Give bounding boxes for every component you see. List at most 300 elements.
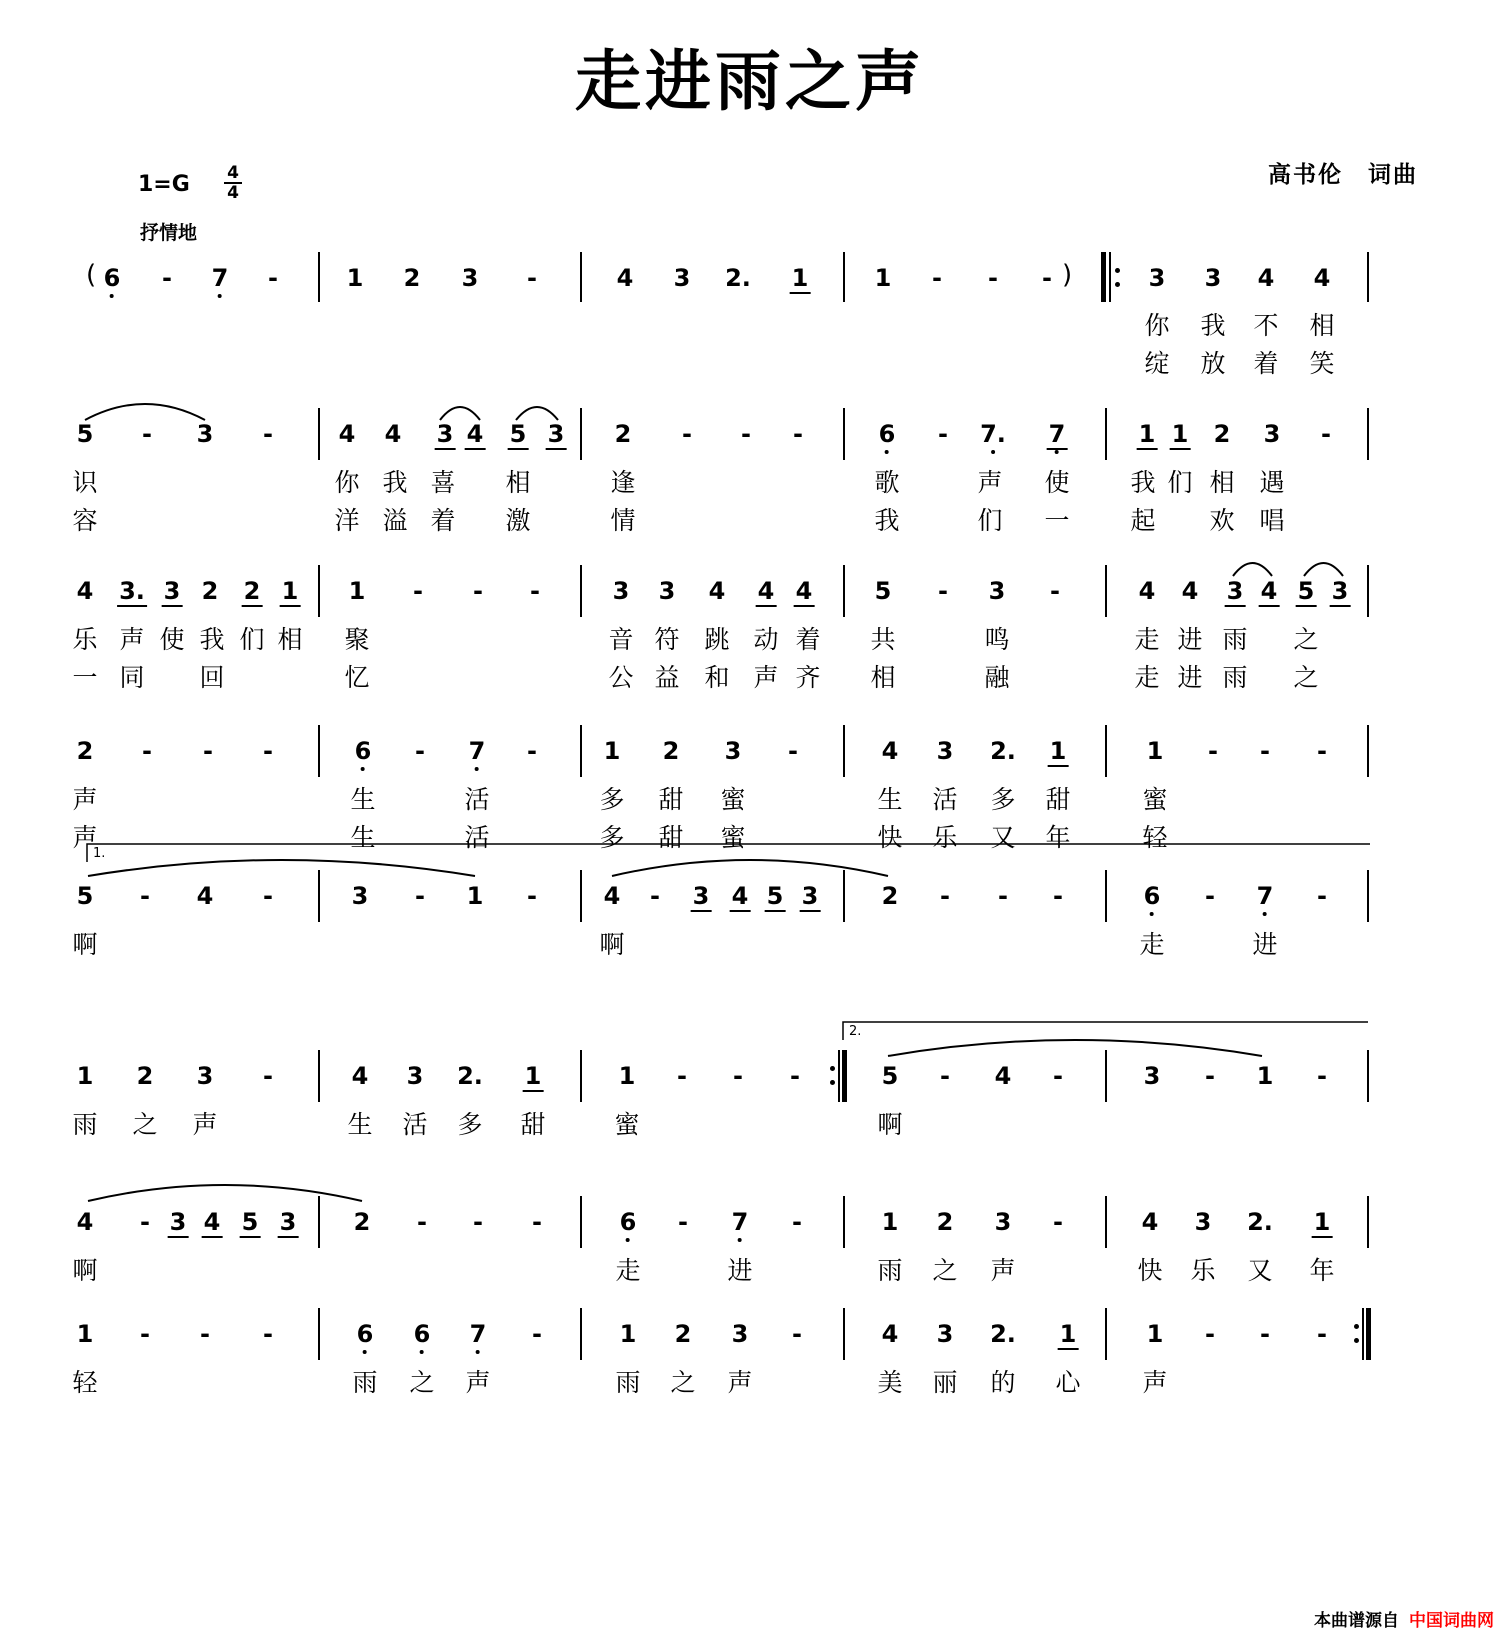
volta-label: 1. xyxy=(93,846,106,861)
lyric-verse-1: 遇 xyxy=(1259,468,1285,497)
slur xyxy=(88,860,475,876)
rest-dash: - xyxy=(1321,420,1331,448)
note-digit: 2. xyxy=(1247,1208,1273,1236)
lyric-verse-1: 生 xyxy=(347,1110,373,1139)
rest-dash: - xyxy=(1053,1208,1063,1236)
octave-dot-low xyxy=(885,450,889,454)
bar-line xyxy=(843,1196,845,1248)
eighth-underline xyxy=(278,1236,299,1238)
lyric-verse-1: 相 xyxy=(505,468,531,497)
lyric-verse-1: 相 xyxy=(277,625,303,654)
lyric-verse-1: 蜜 xyxy=(1142,785,1168,814)
rest-dash: - xyxy=(650,882,660,910)
eighth-underline xyxy=(465,448,486,450)
note-digit: 3 xyxy=(1204,264,1222,292)
rest-dash: - xyxy=(268,264,278,292)
lyric-verse-2: 一 xyxy=(1044,506,1070,535)
lyric-verse-1: 音 xyxy=(608,625,634,654)
note-digit: 3 xyxy=(1331,577,1349,605)
rest-dash: - xyxy=(142,420,152,448)
rest-dash: - xyxy=(263,737,273,765)
lyric-verse-1: 声 xyxy=(119,625,145,654)
lyric-verse-1: 活 xyxy=(932,785,958,814)
rest-dash: - xyxy=(527,264,537,292)
note-digit: 1 xyxy=(281,577,299,605)
note-digit: 1 xyxy=(1171,420,1189,448)
rest-dash: - xyxy=(792,1320,802,1348)
rest-dash: - xyxy=(532,1320,542,1348)
note-digit: 5 xyxy=(76,420,94,448)
bar-line xyxy=(318,408,320,460)
note-digit: 3 xyxy=(436,420,454,448)
note-digit: 1 xyxy=(881,1208,899,1236)
note-digit: 2. xyxy=(725,264,751,292)
bar-line xyxy=(1105,565,1107,617)
eighth-underline xyxy=(546,448,567,450)
note-digit: 3 xyxy=(936,1320,954,1348)
note-digit: 6 xyxy=(414,1320,431,1348)
lyric-verse-1: 走 xyxy=(1134,625,1160,654)
note-digit: 7 xyxy=(469,737,486,765)
note-digit: 2. xyxy=(457,1062,483,1090)
repeat-dot xyxy=(1354,1324,1359,1329)
lyric-verse-1: 之 xyxy=(932,1256,958,1285)
note-digit: 3 xyxy=(658,577,676,605)
note-digit: 2 xyxy=(136,1062,154,1090)
eighth-underline xyxy=(1137,448,1158,450)
lyric-verse-1: 蜜 xyxy=(720,785,746,814)
note-digit: 6 xyxy=(104,264,121,292)
note-digit: 6 xyxy=(1144,882,1161,910)
lyric-verse-1: 的 xyxy=(990,1368,1016,1397)
lyric-verse-2: 容 xyxy=(72,506,98,535)
lyric-verse-1: 啊 xyxy=(877,1110,903,1139)
repeat-dot xyxy=(1115,268,1120,273)
note-digit: 1 xyxy=(1146,737,1164,765)
bar-line xyxy=(1367,1050,1369,1102)
bar-line xyxy=(1367,565,1369,617)
note-digit: 1 xyxy=(874,264,892,292)
note-digit: 7 xyxy=(732,1208,749,1236)
note-digit: 4 xyxy=(616,264,634,292)
note-digit: 1 xyxy=(603,737,621,765)
rest-dash: - xyxy=(263,1062,273,1090)
note-digit: 4 xyxy=(384,420,402,448)
bar-line xyxy=(318,1050,320,1102)
lyric-verse-1: 啊 xyxy=(599,930,625,959)
lyric-verse-2: 回 xyxy=(199,663,225,692)
slur xyxy=(516,407,558,420)
note-digit: 5 xyxy=(881,1062,899,1090)
eighth-underline xyxy=(508,448,529,450)
bar-line xyxy=(580,252,582,302)
lyric-verse-1: 之 xyxy=(670,1368,696,1397)
lyric-verse-1: 甜 xyxy=(1045,785,1071,814)
note-digit: 4 xyxy=(1260,577,1278,605)
note-digit: 3 xyxy=(988,577,1006,605)
credit-site-name[interactable]: 中国词曲网 xyxy=(1409,1611,1494,1631)
lyric-verse-2: 生 xyxy=(350,823,376,852)
note-digit: 3 xyxy=(692,882,710,910)
repeat-dot xyxy=(830,1066,835,1071)
octave-dot-low xyxy=(991,450,995,454)
lyric-verse-1: 甜 xyxy=(658,785,684,814)
lyric-verse-1: 活 xyxy=(464,785,490,814)
lyric-verse-1: 我 xyxy=(1130,468,1156,497)
bar-line xyxy=(580,1308,582,1360)
lyric-verse-2: 之 xyxy=(1293,663,1319,692)
lyric-verse-2: 溢 xyxy=(382,506,408,535)
bar-line xyxy=(318,252,320,302)
note-digit: 6 xyxy=(355,737,372,765)
rest-dash: - xyxy=(938,577,948,605)
lyric-verse-2: 公 xyxy=(608,663,634,692)
lyric-verse-1: 多 xyxy=(990,785,1016,814)
slur xyxy=(85,404,205,420)
time-signature-bottom: 4 xyxy=(224,182,242,202)
note-digit: 4 xyxy=(76,1208,94,1236)
lyric-verse-1: 生 xyxy=(350,785,376,814)
note-digit: 3 xyxy=(279,1208,297,1236)
lyric-verse-1: 乐 xyxy=(1190,1256,1216,1285)
rest-dash: - xyxy=(988,264,998,292)
lyric-verse-1: 声 xyxy=(72,785,98,814)
rest-dash: - xyxy=(1205,882,1215,910)
note-digit: 1 xyxy=(1146,1320,1164,1348)
note-digit: 3 xyxy=(547,420,565,448)
rest-dash: - xyxy=(1050,577,1060,605)
note-digit: 4 xyxy=(994,1062,1012,1090)
note-digit: 2 xyxy=(243,577,261,605)
lyric-verse-1: 甜 xyxy=(520,1110,546,1139)
lyric-verse-2: 忆 xyxy=(344,663,370,692)
note-digit: 1 xyxy=(791,264,809,292)
lyric-verse-2: 唱 xyxy=(1259,506,1285,535)
note-digit: 4 xyxy=(1257,264,1275,292)
lyric-verse-1: 鸣 xyxy=(984,625,1010,654)
note-digit: 7 xyxy=(1049,420,1066,448)
octave-dot-low xyxy=(361,767,365,771)
eighth-underline xyxy=(162,605,183,607)
note-digit: 4 xyxy=(466,420,484,448)
bar-line xyxy=(318,725,320,777)
lyric-verse-1: 生 xyxy=(877,785,903,814)
note-digit: 2 xyxy=(674,1320,692,1348)
note-digit: 3 xyxy=(1143,1062,1161,1090)
note-digit: 2 xyxy=(76,737,94,765)
octave-dot-low xyxy=(1055,450,1059,454)
volta-bracket xyxy=(843,1022,1368,1040)
lyric-verse-2: 放 xyxy=(1200,349,1226,378)
bar-line xyxy=(843,1308,845,1360)
lyric-verse-2: 年 xyxy=(1045,823,1071,852)
rest-dash: - xyxy=(940,1062,950,1090)
bar-line xyxy=(1105,408,1107,460)
octave-dot-low xyxy=(738,1238,742,1242)
lyric-verse-1: 不 xyxy=(1253,311,1279,340)
lyric-verse-2: 轻 xyxy=(1142,823,1168,852)
rest-dash: - xyxy=(938,420,948,448)
rest-dash: - xyxy=(788,737,798,765)
note-digit: 3 xyxy=(461,264,479,292)
note-digit: 3 xyxy=(169,1208,187,1236)
note-digit: 4 xyxy=(203,1208,221,1236)
eighth-underline xyxy=(756,605,777,607)
note-digit: 6 xyxy=(620,1208,637,1236)
repeat-end-thick xyxy=(1366,1308,1371,1360)
note-digit: 1 xyxy=(1049,737,1067,765)
note-digit: 4 xyxy=(603,882,621,910)
lyric-verse-2: 益 xyxy=(654,663,680,692)
lyric-verse-1: 使 xyxy=(1044,468,1070,497)
note-digit: 3 xyxy=(1194,1208,1212,1236)
lyric-verse-2: 声 xyxy=(753,663,779,692)
lyric-verse-1: 动 xyxy=(753,625,779,654)
lyric-verse-1: 心 xyxy=(1055,1368,1081,1397)
repeat-start-thin xyxy=(1109,252,1111,302)
lyric-verse-2: 同 xyxy=(119,663,145,692)
lyric-verse-2: 们 xyxy=(977,506,1003,535)
rest-dash: - xyxy=(1260,1320,1270,1348)
lyric-verse-1: 共 xyxy=(870,625,896,654)
note-digit: 1 xyxy=(619,1320,637,1348)
note-digit: 5 xyxy=(766,882,784,910)
note-digit: 2 xyxy=(403,264,421,292)
lyric-verse-1: 们 xyxy=(239,625,265,654)
note-digit: 3 xyxy=(724,737,742,765)
eighth-underline xyxy=(280,605,301,607)
note-digit: 3 xyxy=(731,1320,749,1348)
eighth-underline xyxy=(1259,605,1280,607)
lyric-verse-2: 情 xyxy=(610,506,636,535)
repeat-dot xyxy=(1354,1338,1359,1343)
lyric-verse-1: 你 xyxy=(1144,311,1170,340)
bar-line xyxy=(580,725,582,777)
note-digit: 3 xyxy=(351,882,369,910)
bar-line xyxy=(1367,1196,1369,1248)
note-digit: 2 xyxy=(614,420,632,448)
lyric-verse-1: 快 xyxy=(1137,1256,1163,1285)
note-digit: 3 xyxy=(1226,577,1244,605)
eighth-underline xyxy=(1330,605,1351,607)
bar-line xyxy=(318,565,320,617)
rest-dash: - xyxy=(1317,1062,1327,1090)
lyric-verse-1: 啊 xyxy=(72,1256,98,1285)
note-digit: 2. xyxy=(990,1320,1016,1348)
rest-dash: - xyxy=(140,1320,150,1348)
slur xyxy=(440,407,480,420)
lyric-verse-1: 喜 xyxy=(430,468,456,497)
note-digit: 4 xyxy=(1313,264,1331,292)
eighth-underline xyxy=(117,605,147,607)
rest-dash: - xyxy=(1317,882,1327,910)
lyric-verse-1: 符 xyxy=(654,625,680,654)
key-signature: 1=G xyxy=(138,172,190,197)
credit-text: 本曲谱源自 xyxy=(1314,1611,1399,1631)
lyric-verse-1: 声 xyxy=(727,1368,753,1397)
rest-dash: - xyxy=(998,882,1008,910)
note-digit: 1 xyxy=(1256,1062,1274,1090)
rest-dash: - xyxy=(415,882,425,910)
lyric-verse-2: 进 xyxy=(1177,663,1203,692)
repeat-end-thick xyxy=(842,1050,847,1102)
lyric-verse-2: 甜 xyxy=(658,823,684,852)
rest-dash: - xyxy=(527,882,537,910)
lyric-verse-2: 着 xyxy=(1253,349,1279,378)
slur xyxy=(1304,563,1343,576)
note-digit: 1 xyxy=(346,264,364,292)
eighth-underline xyxy=(800,910,821,912)
bracket-paren: ( xyxy=(86,260,97,290)
rest-dash: - xyxy=(1260,737,1270,765)
rest-dash: - xyxy=(200,1320,210,1348)
rest-dash: - xyxy=(1208,737,1218,765)
note-digit: 3 xyxy=(406,1062,424,1090)
lyric-verse-1: 雨 xyxy=(352,1368,378,1397)
eighth-underline xyxy=(435,448,456,450)
eighth-underline xyxy=(1296,605,1317,607)
song-title: 走进雨之声 xyxy=(575,42,925,120)
lyric-verse-1: 进 xyxy=(1177,625,1203,654)
rest-dash: - xyxy=(140,882,150,910)
rest-dash: - xyxy=(932,264,942,292)
note-digit: 1 xyxy=(1313,1208,1331,1236)
bar-line xyxy=(843,252,845,302)
lyric-verse-2: 欢 xyxy=(1209,506,1235,535)
lyric-verse-1: 走 xyxy=(1139,930,1165,959)
eighth-underline xyxy=(242,605,263,607)
note-digit: 4 xyxy=(881,1320,899,1348)
lyric-verse-2: 一 xyxy=(72,663,98,692)
bar-line xyxy=(1367,408,1369,460)
lyric-verse-1: 多 xyxy=(457,1110,483,1139)
note-digit: 5 xyxy=(76,882,94,910)
octave-dot-low xyxy=(626,1238,630,1242)
rest-dash: - xyxy=(527,737,537,765)
note-digit: 4 xyxy=(196,882,214,910)
bar-line xyxy=(580,870,582,922)
note-digit: 5 xyxy=(241,1208,259,1236)
lyric-verse-2: 激 xyxy=(505,506,531,535)
note-digit: 6 xyxy=(357,1320,374,1348)
note-digit: 4 xyxy=(1138,577,1156,605)
bar-line xyxy=(843,725,845,777)
lyric-verse-2: 着 xyxy=(430,506,456,535)
octave-dot-low xyxy=(218,294,222,298)
bar-line xyxy=(580,1050,582,1102)
time-signature-top: 4 xyxy=(227,163,239,183)
note-digit: 3 xyxy=(673,264,691,292)
bar-line xyxy=(1367,252,1369,302)
note-digit: 7 xyxy=(470,1320,487,1348)
note-digit: 4 xyxy=(795,577,813,605)
bar-line xyxy=(1105,870,1107,922)
lyric-verse-1: 之 xyxy=(132,1110,158,1139)
lyric-verse-1: 逢 xyxy=(610,468,636,497)
note-digit: 2 xyxy=(936,1208,954,1236)
lyric-verse-1: 进 xyxy=(1252,930,1278,959)
bar-line xyxy=(1105,1050,1107,1102)
lyric-verse-1: 我 xyxy=(1200,311,1226,340)
rest-dash: - xyxy=(142,737,152,765)
eighth-underline xyxy=(1047,448,1068,450)
lyric-verse-1: 雨 xyxy=(615,1368,641,1397)
lyric-verse-1: 们 xyxy=(1167,468,1193,497)
lyric-verse-2: 相 xyxy=(870,663,896,692)
lyric-verse-1: 识 xyxy=(72,468,98,497)
lyric-verse-2: 又 xyxy=(990,823,1016,852)
rest-dash: - xyxy=(733,1062,743,1090)
note-digit: 3 xyxy=(1263,420,1281,448)
bar-line xyxy=(1367,870,1369,922)
source-credit xyxy=(1314,1606,1494,1631)
lyric-verse-2: 乐 xyxy=(932,823,958,852)
bar-line xyxy=(843,870,845,922)
eighth-underline xyxy=(1312,1236,1333,1238)
note-digit: 2 xyxy=(201,577,219,605)
rest-dash: - xyxy=(162,264,172,292)
rest-dash: - xyxy=(530,577,540,605)
rest-dash: - xyxy=(1053,1062,1063,1090)
repeat-dot xyxy=(830,1080,835,1085)
note-digit: 6 xyxy=(879,420,896,448)
lyric-verse-1: 多 xyxy=(599,785,625,814)
note-digit: 3 xyxy=(612,577,630,605)
lyric-verse-1: 丽 xyxy=(932,1368,958,1397)
rest-dash: - xyxy=(793,420,803,448)
note-digit: 4 xyxy=(351,1062,369,1090)
lyric-verse-2: 洋 xyxy=(334,506,360,535)
note-digit: 3 xyxy=(196,420,214,448)
rest-dash: - xyxy=(417,1208,427,1236)
note-digit: 3. xyxy=(119,577,145,605)
rest-dash: - xyxy=(1317,737,1327,765)
lyric-verse-1: 跳 xyxy=(704,625,730,654)
rest-dash: - xyxy=(140,1208,150,1236)
lyric-verse-1: 声 xyxy=(990,1256,1016,1285)
lyric-verse-2: 走 xyxy=(1134,663,1160,692)
note-digit: 4 xyxy=(708,577,726,605)
lyric-verse-2: 齐 xyxy=(795,663,821,692)
lyric-verse-1: 蜜 xyxy=(614,1110,640,1139)
note-digit: 4 xyxy=(731,882,749,910)
note-digit: 5 xyxy=(1297,577,1315,605)
volta-label: 2. xyxy=(849,1024,862,1039)
composer-credit: 高书伦 词曲 xyxy=(1268,162,1418,188)
slur xyxy=(888,1040,1262,1056)
note-digit: 5 xyxy=(874,577,892,605)
note-digit: 1 xyxy=(466,882,484,910)
eighth-underline xyxy=(691,910,712,912)
note-digit: 3 xyxy=(801,882,819,910)
rest-dash: - xyxy=(677,1062,687,1090)
note-digit: 3 xyxy=(196,1062,214,1090)
lyric-verse-1: 年 xyxy=(1309,1256,1335,1285)
rest-dash: - xyxy=(741,420,751,448)
lyric-verse-1: 轻 xyxy=(72,1368,98,1397)
bracket-paren: ) xyxy=(1062,260,1073,290)
lyric-verse-1: 啊 xyxy=(72,930,98,959)
slur xyxy=(88,1185,362,1201)
note-digit: 4 xyxy=(881,737,899,765)
lyric-verse-1: 歌 xyxy=(874,468,900,497)
note-digit: 7 xyxy=(212,264,229,292)
repeat-end-thin xyxy=(838,1050,840,1102)
repeat-end-thin xyxy=(1362,1308,1364,1360)
lyric-verse-1: 雨 xyxy=(877,1256,903,1285)
lyric-verse-2: 融 xyxy=(984,663,1010,692)
lyric-verse-2: 活 xyxy=(464,823,490,852)
